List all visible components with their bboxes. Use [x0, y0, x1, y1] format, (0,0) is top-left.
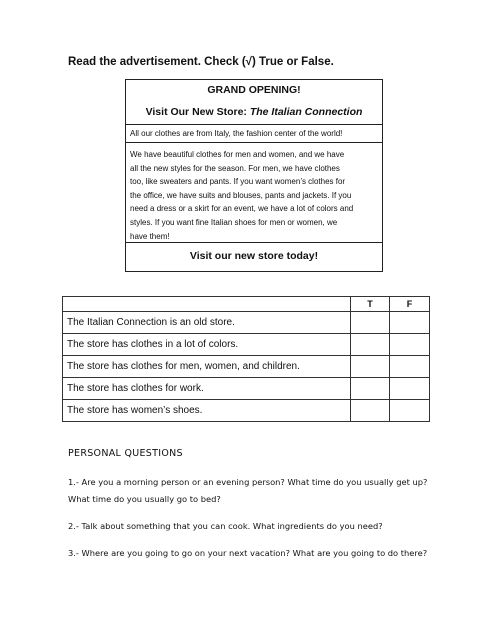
instructions-heading: Read the advertisement. Check (√) True or False. [68, 56, 334, 68]
statement-cell: The Italian Connection is an old store. [63, 312, 351, 334]
personal-questions-title: PERSONAL QUESTIONS [68, 448, 183, 459]
ad-footer: Visit our new store today! [189, 250, 319, 262]
statement-cell: The store has clothes for work. [63, 378, 351, 400]
true-header: T [351, 297, 390, 312]
ad-paragraph-line: styles. If you want fine Italian shoes for men or women, we [130, 217, 338, 227]
question-1-line-1: 1.- Are you a morning person or an evening person? What time do you usually get up? [68, 477, 428, 487]
false-checkbox-cell[interactable] [390, 356, 430, 378]
table-row [63, 334, 430, 356]
table-row [63, 378, 430, 400]
table-header-row [63, 297, 430, 312]
false-checkbox-cell[interactable] [390, 312, 430, 334]
advertisement-box [125, 79, 383, 272]
ad-paragraph-line: have them! [130, 231, 170, 241]
ad-paragraph-line: all the new styles for the season. For men, we have clothes [130, 163, 340, 173]
ad-subtitle [126, 106, 382, 118]
true-checkbox-cell[interactable] [351, 356, 390, 378]
statement-cell: The store has clothes for men, women, and children. [63, 356, 351, 378]
ad-paragraph-line: need a dress or a skirt for an event, we have a lot of colors and [130, 204, 354, 214]
true-false-table [62, 296, 430, 422]
false-checkbox-cell[interactable] [390, 400, 430, 422]
ad-header [126, 80, 382, 125]
true-checkbox-cell[interactable] [351, 400, 390, 422]
true-checkbox-cell[interactable] [351, 334, 390, 356]
ad-store-name: The Italian Connection [249, 106, 363, 118]
ad-paragraph-line: too, like sweaters and pants. If you want women’s clothes for [130, 177, 346, 187]
table-row [63, 356, 430, 378]
question-2: 2.- Talk about something that you can cook. What ingredients do you need? [68, 521, 383, 531]
statement-cell: The store has women’s shoes. [63, 400, 351, 422]
table-row [63, 400, 430, 422]
ad-paragraph [126, 143, 382, 243]
false-checkbox-cell[interactable] [390, 378, 430, 400]
false-checkbox-cell[interactable] [390, 334, 430, 356]
ad-subtitle-prefix: Visit Our New Store: [145, 106, 250, 118]
ad-paragraph-line: We have beautiful clothes for men and women, and we have [130, 150, 345, 159]
table-row [63, 312, 430, 334]
statement-header [63, 297, 351, 312]
ad-first-line: All our clothes are from Italy, the fashion center of the world! [126, 125, 382, 143]
false-header: F [390, 297, 430, 312]
ad-title: GRAND OPENING! [207, 84, 301, 96]
question-1-line-2: What time do you usually go to bed? [68, 494, 221, 504]
true-checkbox-cell[interactable] [351, 312, 390, 334]
ad-paragraph-line: the office, we have suits and blouses, pants and jackets. If you [130, 190, 352, 200]
question-3: 3.- Where are you going to go on your next vacation? What are you going to do there? [68, 548, 428, 558]
statement-cell: The store has clothes in a lot of colors. [63, 334, 351, 356]
true-checkbox-cell[interactable] [351, 378, 390, 400]
